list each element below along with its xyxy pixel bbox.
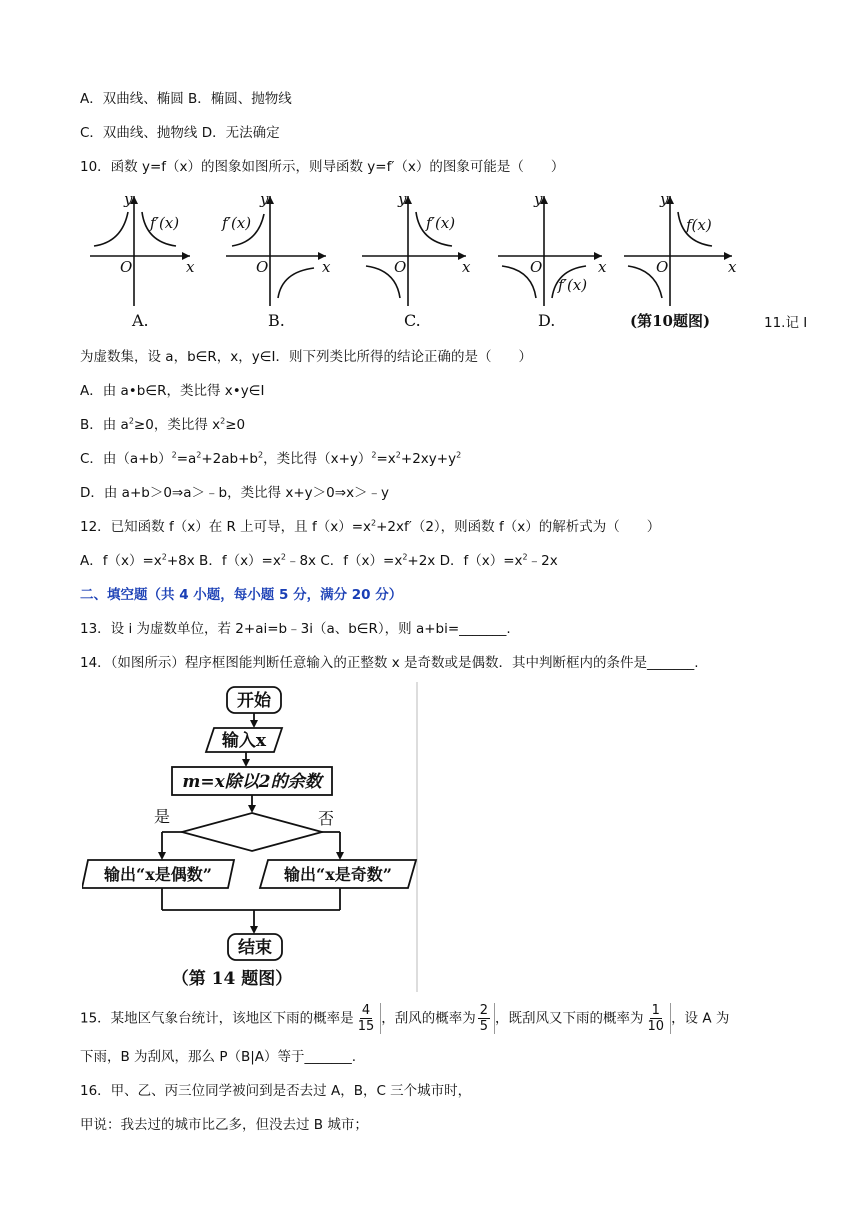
graph-b [221, 190, 331, 330]
q12-stem: 12．已知函数 f（x）在 R 上可导，且 $f(x)=x^2+2xf'(2)$，则函数 f（x）的解析式为（ ） [80, 518, 661, 535]
graph-a-origin: O [120, 258, 133, 276]
graph-b-label: f′(x) [222, 214, 252, 232]
graph-c-label: f′(x) [426, 214, 456, 232]
q11-stem-start: 11.记 I [764, 315, 808, 331]
graph-a-x-label: x [186, 258, 195, 276]
flow-no-label: 否 [317, 809, 335, 828]
graph-a-y-label: y [124, 190, 133, 208]
graph-c-caption: C. [404, 311, 421, 330]
graph-c [362, 190, 471, 330]
graph-b-caption: B. [268, 311, 285, 330]
graph-given [624, 190, 737, 330]
q10-graph-figure [86, 190, 746, 340]
fraction-wind: $\frac{2}{5}$ [479, 1003, 489, 1034]
graph-b-x-label: x [322, 258, 331, 276]
graph-c-y-label: y [398, 190, 407, 208]
fraction-both: $\frac{1}{10}$ [647, 1003, 665, 1034]
flow-end-label: 结束 [238, 938, 272, 958]
graph-b-y-label: y [260, 190, 269, 208]
graph-d-caption: D. [538, 311, 556, 330]
q11-option-b: B．由 $a^2\ge 0$，类比得 $x^2\ge 0$ [80, 416, 246, 433]
graph-d-y-label: y [534, 190, 543, 208]
graph-d-label: f′(x) [558, 276, 588, 294]
q16-stem: 16．甲、乙、丙三位同学被问到是否去过 A，B，C 三个城市时， [80, 1083, 472, 1099]
q13-stem: 13．设 i 为虚数单位，若 2+ai=b﹣3i（a、b∈R），则 a+bi=_______. [80, 621, 511, 637]
q9-options-cd: C．双曲线、抛物线 D．无法确定 [80, 125, 280, 141]
flow-start-label: 开始 [237, 691, 271, 711]
q14-flowchart [82, 682, 422, 992]
flow-input-label: 输入x [221, 731, 267, 751]
q16-jia-statement: 甲说：我去过的城市比乙多，但没去过 B 城市； [80, 1117, 368, 1133]
flow-output-even-label: 输出“x是偶数” [104, 865, 212, 884]
section-heading: 二、填空题（共 4 小题，每小题 5 分，满分 20 分） [80, 587, 403, 603]
flow-caption: （第 14 题图） [171, 969, 293, 989]
q11-option-a: A．由 a•b∈R，类比得 x•y∈I [80, 383, 265, 399]
graph-c-x-label: x [462, 258, 471, 276]
graph-d-x-label: x [598, 258, 607, 276]
graph-given-label: f(x) [686, 216, 712, 234]
fraction-rain: $\frac{4}{15}$ [357, 1003, 375, 1034]
q12-options: A．$f(x)=x^2+8x$ B．$f(x)=x^2﹣8x$ C．$f(x)=x^2+2x$ D．$f(x)=x^2﹣2x$ [80, 552, 558, 569]
flow-output-odd-label: 输出“x是奇数” [284, 865, 392, 884]
graph-b-origin: O [256, 258, 269, 276]
q14-stem: 14．（如图所示）程序框图能判断任意输入的正整数 x 是奇数或是偶数．其中判断框内的条件是_______. [80, 655, 699, 671]
q11-option-d: D．由 a+b＞0⇒a＞﹣b，类比得 x+y＞0⇒x＞﹣y [80, 485, 390, 501]
graph-a-caption: A. [132, 311, 149, 330]
graph-given-x-label: x [728, 258, 737, 276]
q10-stem: 10．函数 y=f（x）的图象如图所示，则导函数 y=f′（x）的图象可能是（ ） [80, 159, 565, 175]
graph-given-y-label: y [660, 190, 669, 208]
q9-options-ab: A．双曲线、椭圆 B．椭圆、抛物线 [80, 91, 292, 107]
figure-10-caption: (第10题图) [630, 312, 711, 330]
flow-yes-label: 是 [153, 807, 171, 826]
graph-a-label: f′(x) [150, 214, 180, 232]
q11-option-c: C．由$(a+b)^2=a^2+2ab+b^2$，类比得$(x+y)^2=x^2+2xy+y^2$ [80, 450, 462, 467]
q15-stem: 15．某地区气象台统计，该地区下雨的概率是 $\frac{4}{15}$ ，刮风的概率为 $\frac{2}{5}$ ，既刮风又下雨的概率为 $\frac{1}{10}$ ，设 A 为 [80, 1003, 730, 1034]
graph-d-origin: O [530, 258, 543, 276]
graph-d [498, 190, 607, 330]
q15-line2: 下雨，B 为刮风，那么 P（B|A）等于_______. [80, 1049, 357, 1065]
q11-stem: 为虚数集，设 a，b∈R，x，y∈I．则下列类比所得的结论正确的是（ ） [80, 349, 532, 365]
graph-a [90, 190, 195, 330]
flow-assign-label: m=x除以2的余数 [182, 772, 322, 792]
graph-given-origin: O [656, 258, 669, 276]
flow-decision-diamond [182, 813, 322, 851]
graph-c-origin: O [394, 258, 407, 276]
